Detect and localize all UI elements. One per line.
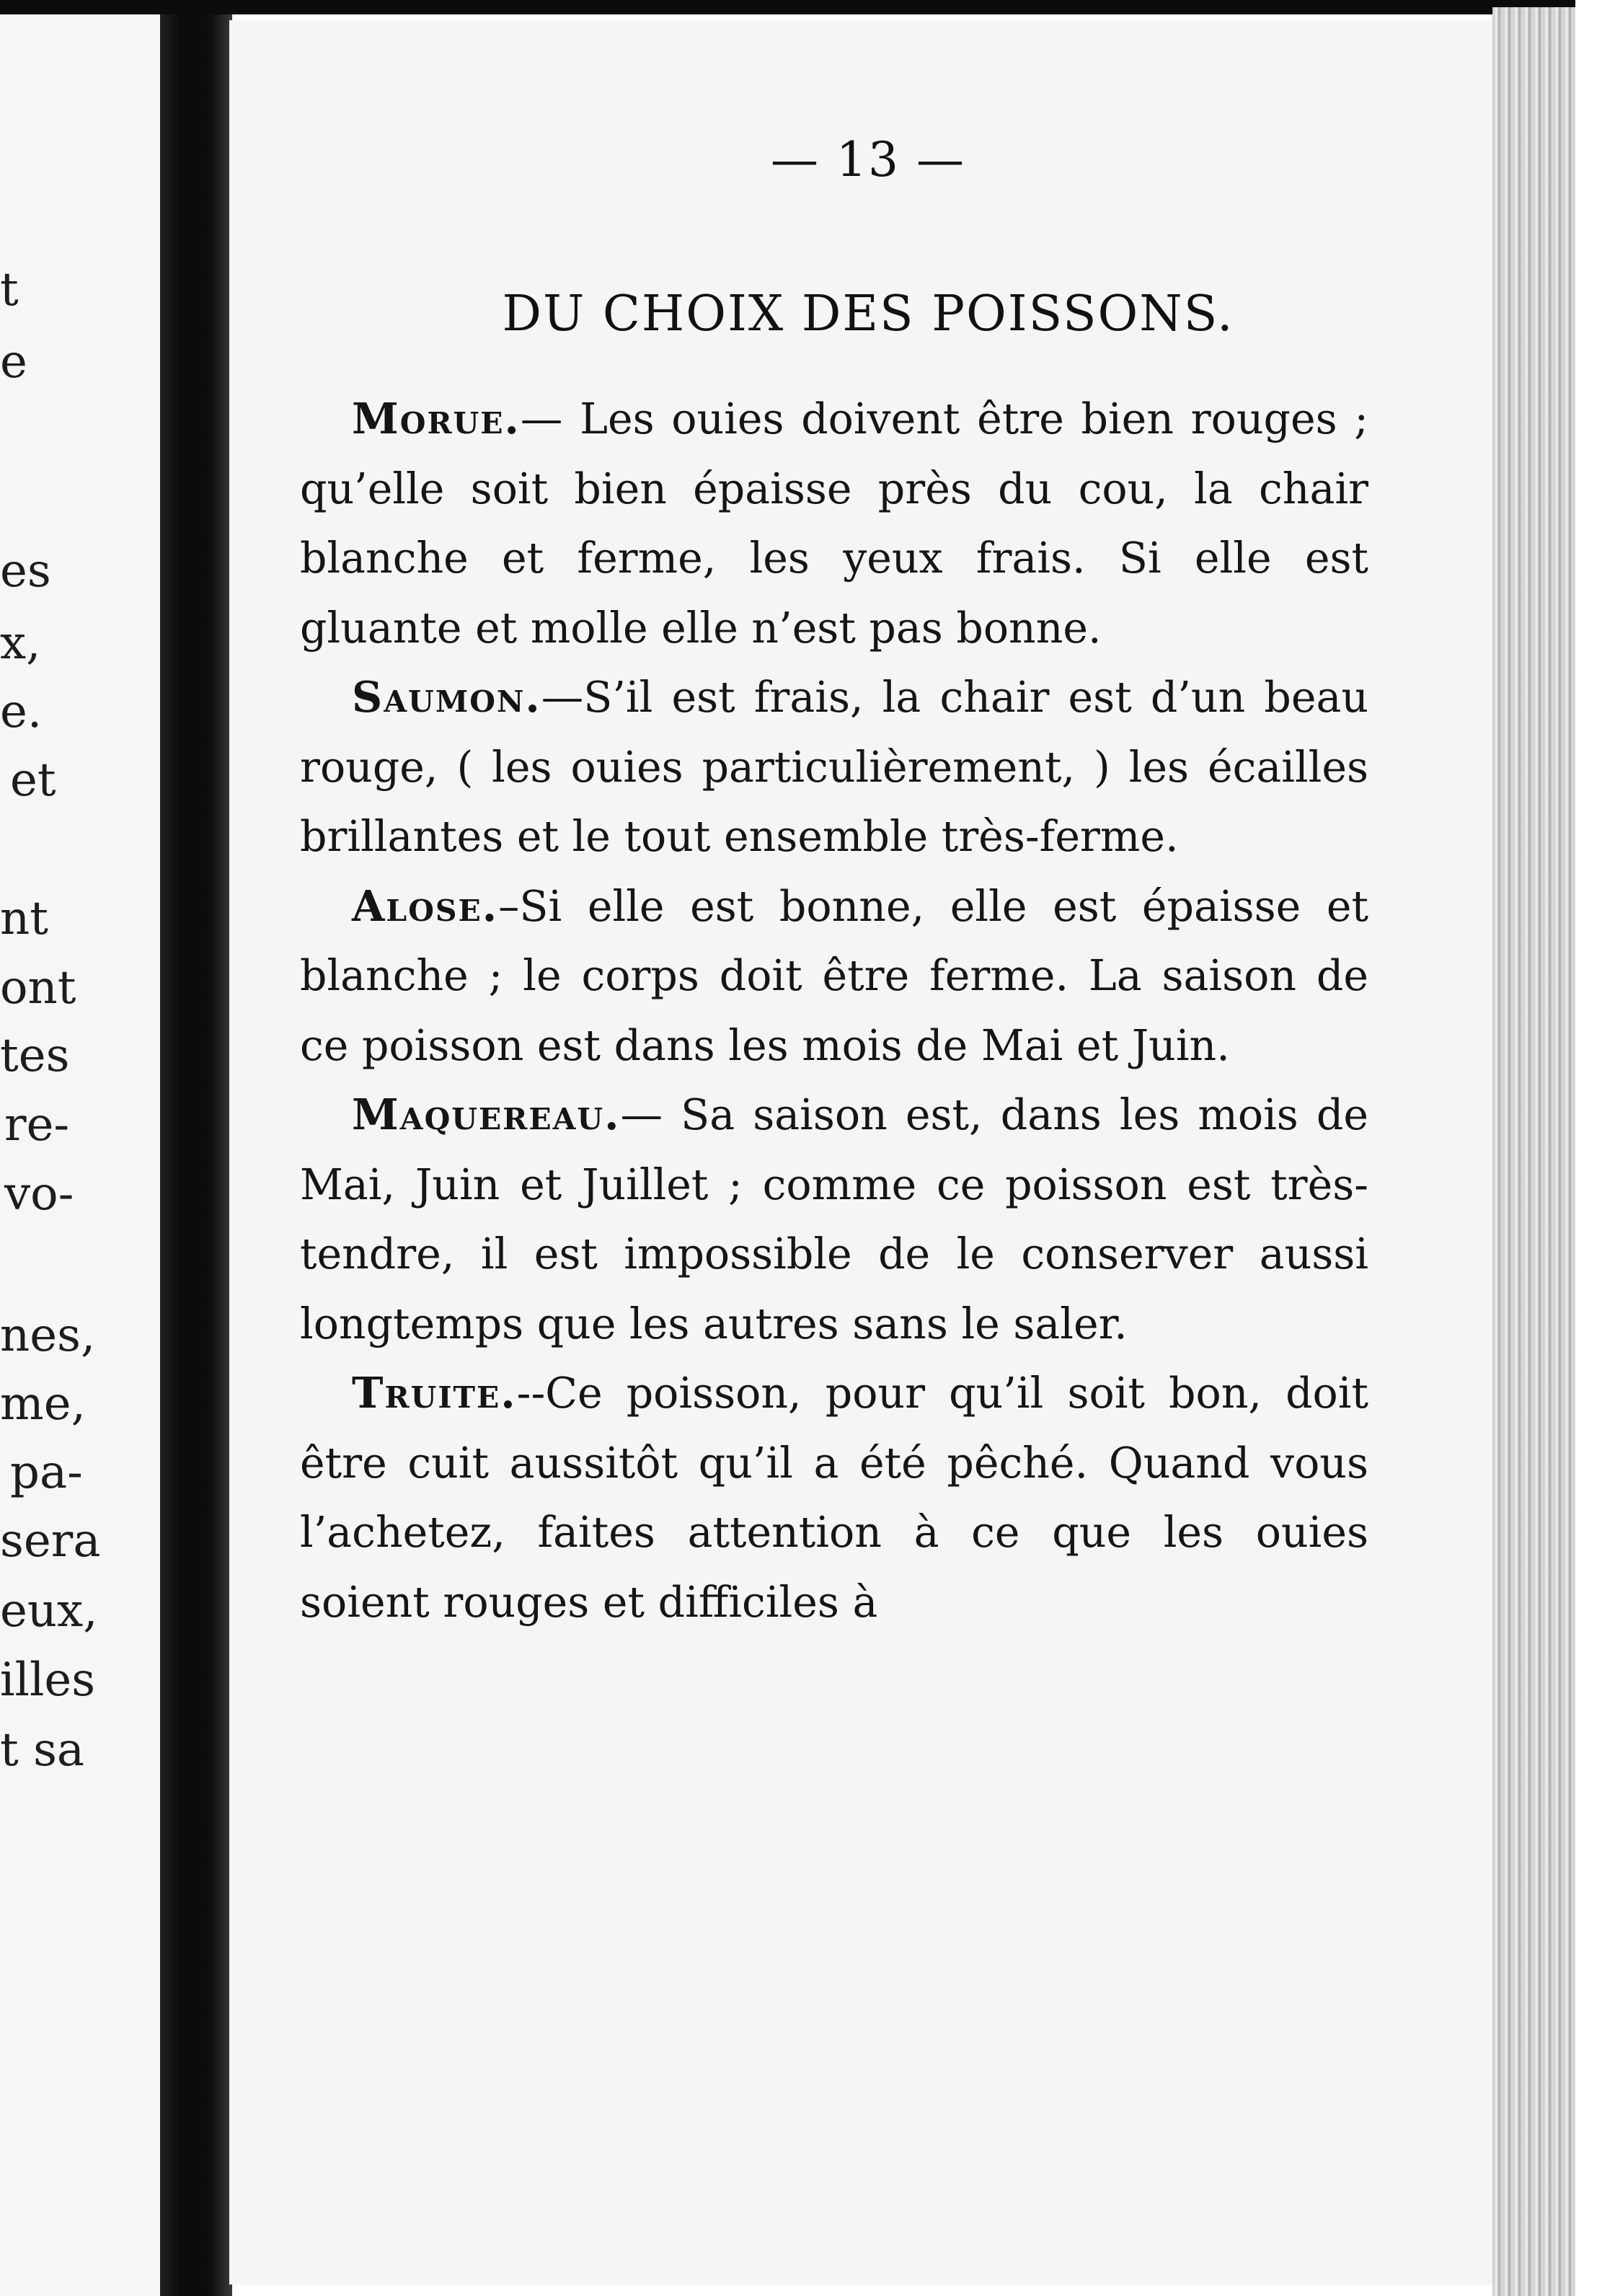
entry-alose [300, 872, 1368, 1081]
entry-text: —S’il est frais, la chair est d’un beau rouge, ( les ouies particulièrement, ) les écailles brillantes et le tout ensemble très-ferme. [300, 673, 1368, 861]
entry-text: --Ce poisson, pour qu’il soit bon, doit être cuit aussitôt qu’il a été pêché. Quand vous l’achetez, faites attention à ce que les ouies soient rouges et difficiles à [300, 1369, 1368, 1627]
left-page-text: eux, [0, 1584, 98, 1638]
entry-text: — Sa saison est, dans les mois de Mai, Juin et Juillet ; comme ce poisson est très-tendre, il est impossible de le conserver aussi longtemps que les autres sans le saler. [300, 1090, 1368, 1348]
left-page-text: tes [0, 1029, 70, 1082]
entry-term: Morue. [352, 394, 521, 443]
entry-text: — Les ouies doivent être bien rouges ; qu’elle soit bien épaisse près du cou, la chair blanche et ferme, les yeux frais. Si elle est gluante et molle elle n’est pas bonne. [300, 394, 1368, 653]
left-page-text: et [10, 754, 56, 807]
page-number: — 13 — [771, 132, 965, 187]
scanner-border [0, 0, 1615, 14]
entry-maquereau [300, 1080, 1368, 1359]
left-page-text: illes [0, 1653, 96, 1707]
page-edge-stack [1492, 7, 1579, 2296]
entry-saumon [300, 663, 1368, 872]
left-page-text: re- [4, 1098, 70, 1152]
entry-truite [300, 1359, 1368, 1637]
page-body [300, 384, 1368, 1637]
left-page-text: vo- [4, 1167, 74, 1221]
left-page-text: es [0, 544, 51, 598]
left-page-text: nt [0, 892, 48, 945]
entry-term: Alose. [352, 880, 499, 931]
entry-text: –Si elle est bonne, elle est épaisse et blanche ; le corps doit être ferme. La saison de ce poisson est dans les mois de Mai et Juin. [300, 881, 1368, 1070]
left-page-text: t [0, 263, 19, 317]
left-page-text: pa- [10, 1446, 83, 1499]
entry-term: Truite. [352, 1368, 517, 1418]
left-page-text: nes, [0, 1309, 96, 1362]
book-gutter [160, 14, 232, 2296]
section-heading: DU CHOIX DES POISSONS. [502, 286, 1234, 343]
left-page-text: e [0, 335, 27, 389]
left-page-text: e. [0, 685, 43, 738]
left-page-text: x, [0, 617, 41, 670]
page-edge-margin [1575, 0, 1615, 2296]
entry-morue [300, 384, 1368, 663]
left-page-text: ont [0, 961, 76, 1015]
left-page-text: me, [0, 1377, 86, 1431]
entry-term: Saumon. [352, 672, 541, 722]
left-page-text: t sa [0, 1723, 85, 1777]
left-page-fragment [0, 14, 167, 2296]
book-page [229, 20, 1507, 2284]
entry-term: Maquereau. [352, 1090, 621, 1139]
left-page-text: sera [0, 1514, 101, 1568]
